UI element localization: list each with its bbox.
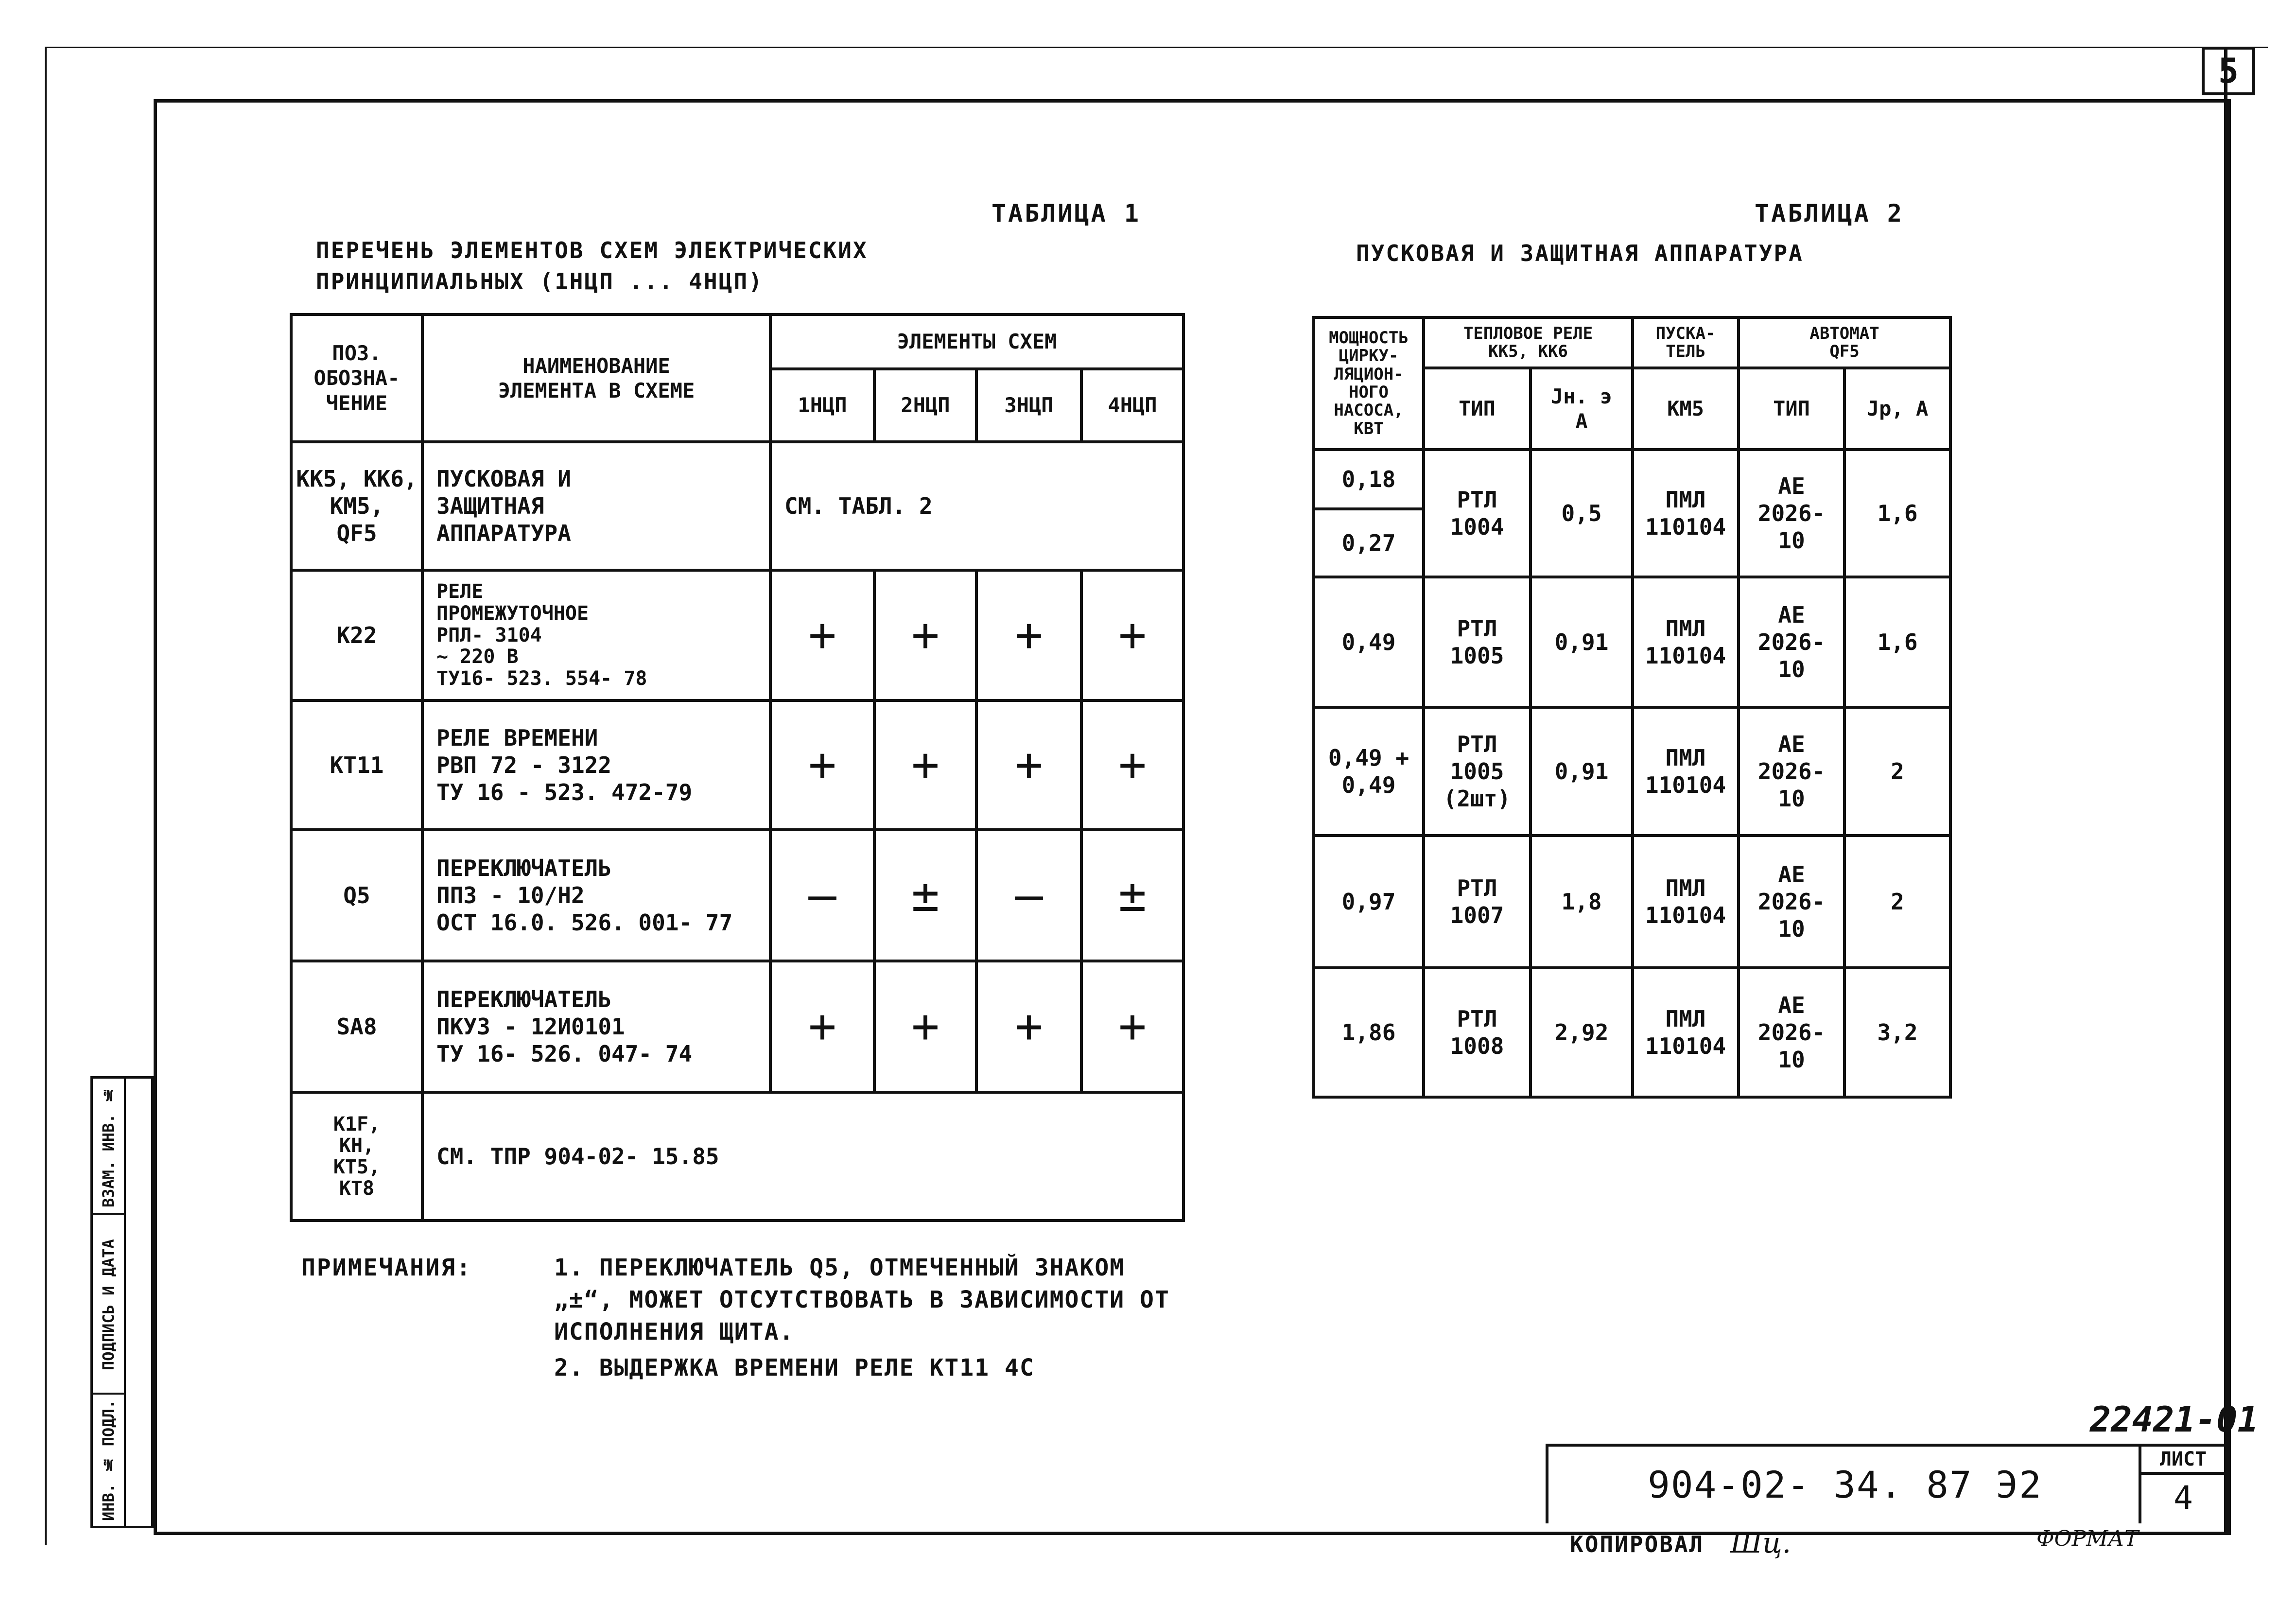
table1-caption: ТАБЛИЦА 1 xyxy=(991,199,1141,227)
value-cell: — xyxy=(976,830,1081,961)
breaker-current-cell: 2 xyxy=(1844,836,1950,968)
relay-current-cell: 0,91 xyxy=(1531,577,1633,707)
table2-header-power: МОЩНОСТЬ ЦИРКУ- ЛЯЦИОН- НОГО НАСОСА, КВТ xyxy=(1314,317,1424,450)
value-cell: + xyxy=(874,570,976,700)
pos-cell: Q5 xyxy=(291,830,422,961)
name-cell: РЕЛЕ ВРЕМЕНИ РВП 72 - 3122 ТУ 16 - 523. 472-79 xyxy=(422,700,770,830)
name-cell: ПЕРЕКЛЮЧАТЕЛЬ ПКУ3 - 12И0101 ТУ 16- 526. 047- 74 xyxy=(422,961,770,1092)
table-row xyxy=(291,442,1183,570)
relay-current-cell: 1,8 xyxy=(1531,836,1633,968)
pos-cell: К22 xyxy=(291,570,422,700)
value-cell: — xyxy=(770,830,874,961)
table-row xyxy=(291,830,1183,961)
table2-header-starter-type: КМ5 xyxy=(1633,368,1739,450)
table-row xyxy=(291,961,1183,1092)
notes-label: ПРИМЕЧАНИЯ: xyxy=(301,1254,472,1281)
breaker-current-cell: 1,6 xyxy=(1844,450,1950,577)
sheet-number: 4 xyxy=(2174,1479,2193,1517)
table-row xyxy=(1314,707,1950,836)
table2-header-relay-type: ТИП xyxy=(1424,368,1531,450)
relay-current-cell: 0,91 xyxy=(1531,707,1633,836)
table1-header-name: НАИМЕНОВАНИЕ ЭЛЕМЕНТА В СХЕМЕ xyxy=(422,314,770,442)
starter-cell: ПМЛ 110104 xyxy=(1633,836,1739,968)
name-cell: ПЕРЕКЛЮЧАТЕЛЬ ПП3 - 10/Н2 ОСТ 16.0. 526. 001- 77 xyxy=(422,830,770,961)
breaker-current-cell: 2 xyxy=(1844,707,1950,836)
relay-type-cell: РТЛ 1004 xyxy=(1424,450,1531,577)
power-cell: 0,49 xyxy=(1314,577,1424,707)
name-cell: РЕЛЕ ПРОМЕЖУТОЧНОЕ РПЛ- 3104 ~ 220 В ТУ16- 523. 554- 78 xyxy=(422,570,770,700)
side-stamp-strip xyxy=(90,1076,154,1528)
value-cell: + xyxy=(1081,961,1183,1092)
starter-cell: ПМЛ 110104 xyxy=(1633,450,1739,577)
breaker-current-cell: 1,6 xyxy=(1844,577,1950,707)
value-cell: + xyxy=(976,700,1081,830)
sheet-cell xyxy=(2139,1444,2225,1523)
side-label-replace-inv: ВЗАМ. ИНВ. № xyxy=(99,1086,118,1207)
breaker-current-cell: 3,2 xyxy=(1844,968,1950,1097)
value-cell: + xyxy=(770,961,874,1092)
table1 xyxy=(290,313,1185,1222)
table1-title-line1: ПЕРЕЧЕНЬ ЭЛЕМЕНТОВ СХЕМ ЭЛЕКТРИЧЕСКИХ xyxy=(316,237,868,263)
value-cell: ± xyxy=(1081,830,1183,961)
side-label-signature-date: ПОДПИСЬ И ДАТА xyxy=(99,1239,118,1370)
table1-header-pos: ПОЗ. ОБОЗНА- ЧЕНИЕ xyxy=(291,314,422,442)
table2-header-relay-current: Jн. э А xyxy=(1531,368,1633,450)
breaker-type-cell: АЕ 2026- 10 xyxy=(1739,577,1844,707)
reference-cell: СМ. ТПР 904-02- 15.85 xyxy=(422,1092,1183,1221)
value-cell: + xyxy=(1081,700,1183,830)
power-cell: 0,18 xyxy=(1314,450,1424,509)
value-cell: + xyxy=(976,570,1081,700)
table-row xyxy=(291,570,1183,700)
value-cell: + xyxy=(1081,570,1183,700)
power-cell: 0,49 + 0,49 xyxy=(1314,707,1424,836)
table1-title-line2: ПРИНЦИПИАЛЬНЫХ (1НЦП ... 4НЦП) xyxy=(316,268,764,295)
table2-header-breaker-current: Jр, А xyxy=(1844,368,1950,450)
relay-type-cell: РТЛ 1005 (2шт) xyxy=(1424,707,1531,836)
document-designation: 904-02- 34. 87 Э2 xyxy=(1546,1444,2141,1523)
power-cell: 1,86 xyxy=(1314,968,1424,1097)
table-row xyxy=(1314,450,1950,509)
side-label-inv-number: ИНВ. № ПОДЛ. xyxy=(99,1399,118,1521)
handwritten-code: 22421-01 xyxy=(2090,1399,2259,1440)
pos-cell: К1F, КН, КТ5, КТ8 xyxy=(291,1092,422,1221)
relay-current-cell: 2,92 xyxy=(1531,968,1633,1097)
table-row xyxy=(1314,577,1950,707)
name-cell: ПУСКОВАЯ И ЗАЩИТНАЯ АППАРАТУРА xyxy=(422,442,770,570)
table1-header-col: 4НЦП xyxy=(1081,369,1183,442)
table2-header-breaker: АВТОМАТ QF5 xyxy=(1739,317,1950,368)
relay-type-cell: РТЛ 1005 xyxy=(1424,577,1531,707)
starter-cell: ПМЛ 110104 xyxy=(1633,968,1739,1097)
format-label: ФОРМАТ xyxy=(2036,1526,2139,1551)
pos-cell: SA8 xyxy=(291,961,422,1092)
table2-header-relay: ТЕПЛОВОЕ РЕЛЕ КК5, КК6 xyxy=(1424,317,1633,368)
table-row xyxy=(1314,836,1950,968)
table-row xyxy=(291,700,1183,830)
starter-cell: ПМЛ 110104 xyxy=(1633,577,1739,707)
sheet-label: ЛИСТ xyxy=(2141,1447,2225,1475)
starter-cell: ПМЛ 110104 xyxy=(1633,707,1739,836)
value-cell: + xyxy=(770,700,874,830)
table2-header-starter: ПУСКА- ТЕЛЬ xyxy=(1633,317,1739,368)
relay-current-cell: 0,5 xyxy=(1531,450,1633,577)
table2 xyxy=(1312,316,1952,1099)
copied-label: КОПИРОВАЛ xyxy=(1570,1531,1705,1557)
top-sheet-number: 5 xyxy=(2202,47,2255,95)
table2-header-breaker-type: ТИП xyxy=(1739,368,1844,450)
value-cell: + xyxy=(976,961,1081,1092)
reference-cell: СМ. ТАБЛ. 2 xyxy=(770,442,1183,570)
value-cell: + xyxy=(770,570,874,700)
table-row xyxy=(291,1092,1183,1221)
breaker-type-cell: АЕ 2026- 10 xyxy=(1739,707,1844,836)
breaker-type-cell: АЕ 2026- 10 xyxy=(1739,968,1844,1097)
note-item: 2. ВЫДЕРЖКА ВРЕМЕНИ РЕЛЕ КТ11 4С xyxy=(554,1354,1035,1381)
breaker-type-cell: АЕ 2026- 10 xyxy=(1739,450,1844,577)
value-cell: + xyxy=(874,700,976,830)
pos-cell: КК5, КК6, КМ5, QF5 xyxy=(291,442,422,570)
relay-type-cell: РТЛ 1007 xyxy=(1424,836,1531,968)
breaker-type-cell: АЕ 2026- 10 xyxy=(1739,836,1844,968)
table1-header-col: 2НЦП xyxy=(874,369,976,442)
note-item: 1. ПЕРЕКЛЮЧАТЕЛЬ Q5, ОТМЕЧЕННЫЙ ЗНАКОМ „±“, МОЖЕТ ОТСУТСТВОВАТЬ В ЗАВИСИМОСТИ ОТ ИСПОЛНЕНИЯ ЩИТА. xyxy=(554,1254,1170,1345)
relay-type-cell: РТЛ 1008 xyxy=(1424,968,1531,1097)
table1-header-group: ЭЛЕМЕНТЫ СХЕМ xyxy=(770,314,1183,369)
value-cell: ± xyxy=(874,830,976,961)
table2-caption: ТАБЛИЦА 2 xyxy=(1755,199,1904,227)
table1-header-col: 3НЦП xyxy=(976,369,1081,442)
right-border-line xyxy=(2224,47,2227,1534)
power-cell: 0,27 xyxy=(1314,509,1424,577)
value-cell: + xyxy=(874,961,976,1092)
notes-list xyxy=(554,1252,1186,1388)
table2-title: ПУСКОВАЯ И ЗАЩИТНАЯ АППАРАТУРА xyxy=(1356,240,1804,266)
pos-cell: КТ11 xyxy=(291,700,422,830)
table1-header-col: 1НЦП xyxy=(770,369,874,442)
copied-signature: Шц. xyxy=(1730,1526,1792,1559)
table-row xyxy=(1314,968,1950,1097)
power-cell: 0,97 xyxy=(1314,836,1424,968)
